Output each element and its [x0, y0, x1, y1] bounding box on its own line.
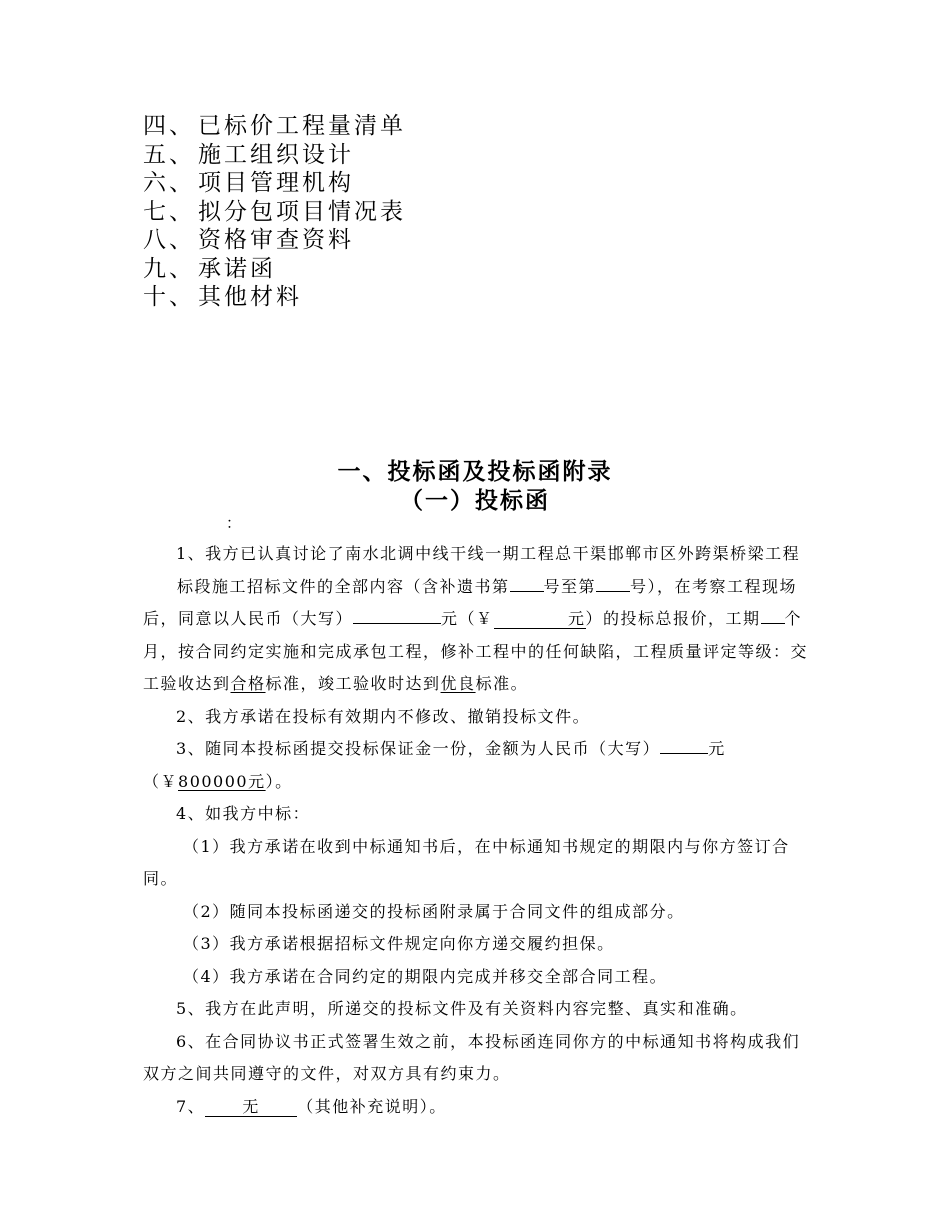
toc-item	[143, 112, 406, 141]
other-notes-blank[interactable]	[205, 1098, 297, 1117]
toc-item-label: 承诺函	[198, 255, 276, 282]
section-title: 一、投标函及投标函附录	[337, 458, 613, 485]
toc-item-number: 五、	[143, 141, 195, 168]
toc-item-label: 施工组织设计	[198, 141, 354, 168]
toc-item	[143, 226, 406, 255]
addressee-line: ：	[226, 514, 242, 532]
other-notes-value: 无	[242, 1096, 260, 1116]
total-price-words-blank[interactable]	[353, 623, 441, 624]
clause-7-text: 7、	[176, 1096, 206, 1116]
clause-1-text: ）的投标总报价，工期	[585, 609, 761, 628]
clause-1-text: 个月，按合同约定实施和完成承包工程，修补工程中的任何缺陷，工程质量评定等级：交工验收达到	[143, 609, 809, 693]
addendum-to-blank[interactable]	[596, 591, 630, 592]
toc-item-number: 八、	[143, 227, 195, 253]
toc-item-label: 拟分包项目情况表	[198, 198, 406, 225]
clause-4-4: （4）我方承诺在合同约定的期限内完成并移交全部合同工程。	[183, 966, 668, 986]
clause-7	[143, 1091, 810, 1124]
bid-bond-words-blank[interactable]	[660, 753, 708, 754]
toc-item-number: 七、	[143, 198, 195, 225]
toc-item-label: 资格审查资料	[198, 227, 354, 253]
toc-item	[143, 255, 406, 284]
clause-7-text: （其他补充说明）。	[297, 1096, 447, 1116]
clause-4-1: （1）我方承诺在收到中标通知书后，在中标通知书规定的期限内与你方签订合同。	[143, 836, 790, 888]
clause-4: 4、如我方中标：	[176, 804, 311, 823]
clause-3-text: 元（￥	[143, 739, 726, 791]
toc-item	[143, 169, 406, 198]
toc-item-number: 十、	[143, 284, 195, 310]
toc-item	[143, 141, 406, 170]
clause-5: 5、我方在此声明，所递交的投标文件及有关资料内容完整、真实和准确。	[176, 999, 748, 1018]
subsection-title: （一）投标函	[400, 487, 550, 514]
duration-months-blank[interactable]	[761, 623, 785, 624]
clause-1-text: 标准，竣工验收时达到	[265, 674, 441, 693]
toc-item	[143, 283, 406, 312]
table-of-contents	[143, 112, 406, 312]
toc-item	[143, 198, 406, 227]
clause-1	[143, 538, 810, 701]
clause-2: 2、我方承诺在投标有效期内不修改、撤销投标文件。	[176, 706, 591, 726]
currency-unit: 元	[568, 609, 586, 628]
clause-1-text: 号），在考察工程现场后，同意以人民币（大写）	[143, 576, 798, 628]
clause-3	[143, 733, 810, 798]
clause-4-2: （2）随同本投标函递交的投标函附录属于合同文件的组成部分。	[183, 901, 685, 921]
quality-grade-pass: 合格	[230, 674, 266, 693]
toc-item-label: 项目管理机构	[198, 170, 354, 196]
total-price-figure-blank[interactable]	[494, 610, 586, 629]
bid-bond-amount: 800000元	[178, 771, 266, 791]
clause-1-text: 号至第	[543, 576, 597, 596]
toc-item-number: 六、	[143, 170, 195, 196]
clause-3-text: ）。	[265, 771, 293, 791]
toc-item-label: 已标价工程量清单	[198, 113, 406, 139]
clause-1-text: 元（￥	[441, 609, 494, 628]
clause-1-text: 标段施工招标文件的全部内容（含补遗书第	[177, 576, 510, 596]
toc-item-number: 四、	[143, 113, 195, 139]
quality-grade-excellent: 优良	[440, 674, 476, 693]
toc-item-label: 其他材料	[198, 284, 302, 310]
clause-4-3: （3）我方承诺根据招标文件规定向你方递交履约担保。	[183, 934, 615, 953]
toc-item-number: 九、	[143, 255, 195, 282]
clause-3-text: 3、随同本投标函提交投标保证金一份，金额为人民币（大写）	[176, 739, 661, 758]
clause-1-text: 1、我方已认真讨论了南水北调中线干线一期工程总干渠邯郸市区外跨渠桥梁工程	[176, 544, 801, 563]
addendum-from-blank[interactable]	[510, 591, 544, 592]
bid-letter-body	[143, 538, 810, 1123]
clause-1-text: 标准。	[475, 674, 529, 693]
clause-6: 6、在合同协议书正式签署生效之前，本投标函连同你方的中标通知书将构成我们双方之间共同遵守的文件，对双方具有约束力。	[143, 1031, 801, 1083]
